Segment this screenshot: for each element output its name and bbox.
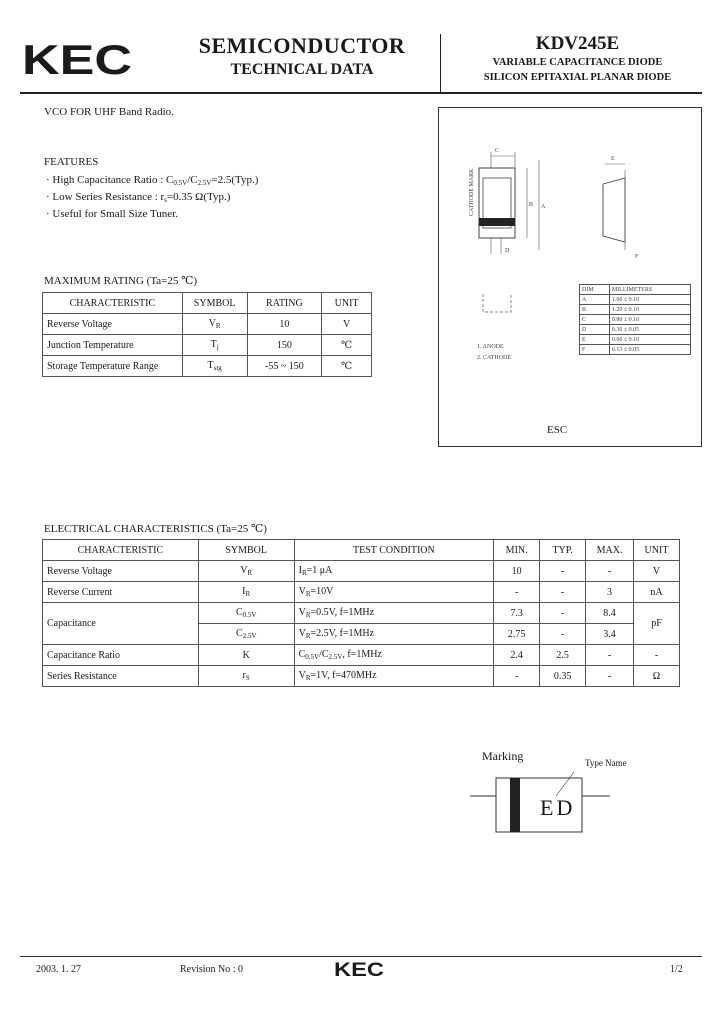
dim-header: MILLIMETERS bbox=[609, 285, 690, 295]
table-row bbox=[43, 666, 680, 687]
symbol-cell: $r_S$ bbox=[198, 666, 294, 687]
header-cell: TEST CONDITION bbox=[294, 540, 494, 561]
dim-label-b: B bbox=[529, 202, 534, 208]
kec-logo bbox=[22, 40, 134, 78]
unit-cell: nA bbox=[634, 582, 680, 603]
technical-data-title: TECHNICAL DATA bbox=[230, 61, 374, 78]
unit-cell: pF bbox=[634, 603, 680, 645]
symbol-cell: $C_{2.5V}$ bbox=[198, 624, 294, 645]
table-row bbox=[43, 582, 680, 603]
pin-label: 1. ANODE bbox=[477, 344, 504, 350]
table-cell: Storage Temperature Range bbox=[43, 356, 183, 377]
symbol-cell: $C_{0.5V}$ bbox=[198, 603, 294, 624]
header-cell: UNIT bbox=[322, 293, 372, 314]
application-text: VCO FOR UHF Band Radio. bbox=[44, 106, 174, 118]
dim-cell: 0.80 ± 0.10 bbox=[609, 315, 690, 325]
typ-cell: 2.5 bbox=[540, 645, 586, 666]
part-subtitle-1: VARIABLE CAPACITANCE DIODE bbox=[492, 57, 663, 68]
cathode-mark-label: CATHODE MARK bbox=[469, 168, 475, 216]
max-cell: 3.4 bbox=[586, 624, 634, 645]
dim-label-d: D bbox=[505, 248, 510, 254]
type-name-label: Type Name bbox=[585, 758, 627, 768]
dim-cell: E bbox=[580, 335, 610, 345]
max-cell: - bbox=[586, 561, 634, 582]
max-cell: 3 bbox=[586, 582, 634, 603]
dimension-table bbox=[579, 284, 691, 355]
svg-text:KEC: KEC bbox=[22, 40, 132, 78]
dim-cell: 0.13 ± 0.05 bbox=[609, 345, 690, 355]
features-title: FEATURES bbox=[44, 156, 99, 168]
table-cell: 150 bbox=[247, 335, 322, 356]
feature-item: · Low Series Resistance : $r_s=0.35$ Ω(Typ.) bbox=[46, 191, 231, 204]
min-cell: 7.3 bbox=[494, 603, 540, 624]
min-cell: - bbox=[494, 582, 540, 603]
feature-item: · High Capacitance Ratio : $C_{0.5V}/C_{2.5V}=2.5(Typ.)$ bbox=[46, 174, 259, 187]
min-cell: 10 bbox=[494, 561, 540, 582]
footer-page: 1/2 bbox=[670, 964, 683, 975]
max-cell: - bbox=[586, 645, 634, 666]
footer-date: 2003. 1. 27 bbox=[36, 964, 81, 975]
package-outline-box bbox=[438, 107, 702, 447]
footer-rule bbox=[20, 956, 702, 957]
dim-label-f: F bbox=[635, 254, 639, 260]
table-cell: V bbox=[322, 314, 372, 335]
table-cell: 10 bbox=[247, 314, 322, 335]
part-subtitle-2: SILICON EPITAXIAL PLANAR DIODE bbox=[483, 72, 672, 83]
table-cell: Junction Temperature bbox=[43, 335, 183, 356]
dim-cell: 1.60 ± 0.10 bbox=[609, 295, 690, 305]
header-cell: MIN. bbox=[494, 540, 540, 561]
dim-cell: C bbox=[580, 315, 610, 325]
characteristic-cell: Capacitance Ratio bbox=[43, 645, 199, 666]
dim-cell: 0.30 ± 0.05 bbox=[609, 325, 690, 335]
pin-label: 2. CATHODE bbox=[477, 355, 511, 361]
part-number: KDV245E bbox=[535, 33, 620, 54]
condition-cell: $V_R=0.5V$, f=1MHz bbox=[294, 603, 494, 624]
feature-item: · Useful for Small Size Tuner. bbox=[46, 208, 178, 220]
condition-cell: $V_R=10V$ bbox=[294, 582, 494, 603]
max-rating-title: MAXIMUM RATING (Ta=25 ℃) bbox=[44, 275, 198, 287]
symbol-cell: $I_R$ bbox=[198, 582, 294, 603]
header-cell: CHARACTERISTIC bbox=[43, 540, 199, 561]
dim-cell: 1.20 ± 0.10 bbox=[609, 305, 690, 315]
typ-cell: - bbox=[540, 603, 586, 624]
svg-text:KEC: KEC bbox=[334, 960, 385, 978]
header-cell: SYMBOL bbox=[198, 540, 294, 561]
table-row bbox=[43, 314, 372, 335]
dim-cell: F bbox=[580, 345, 610, 355]
table-row bbox=[43, 335, 372, 356]
condition-cell: $I_R=1$ μA bbox=[294, 561, 494, 582]
unit-cell: V bbox=[634, 561, 680, 582]
dim-cell: A bbox=[580, 295, 610, 305]
table-cell: ℃ bbox=[322, 335, 372, 356]
min-cell: 2.75 bbox=[494, 624, 540, 645]
electrical-table bbox=[42, 539, 680, 687]
max-cell: - bbox=[586, 666, 634, 687]
table-row bbox=[43, 356, 372, 377]
typ-cell: 0.35 bbox=[540, 666, 586, 687]
condition-cell: $V_R=2.5V$, f=1MHz bbox=[294, 624, 494, 645]
header-cell: TYP. bbox=[540, 540, 586, 561]
header-cell: MAX. bbox=[586, 540, 634, 561]
characteristic-cell: Series Resistance bbox=[43, 666, 199, 687]
table-cell: -55 ~ 150 bbox=[247, 356, 322, 377]
dim-label-a: A bbox=[541, 204, 546, 210]
header-divider bbox=[440, 34, 441, 92]
max-rating-table bbox=[42, 292, 372, 377]
table-header-row bbox=[43, 540, 680, 561]
table-row bbox=[43, 645, 680, 666]
footer-revision: Revision No : 0 bbox=[180, 964, 244, 975]
package-drawing bbox=[439, 108, 703, 408]
dim-cell: 0.60 ± 0.10 bbox=[609, 335, 690, 345]
header-cell: SYMBOL bbox=[182, 293, 247, 314]
dim-cell: B bbox=[580, 305, 610, 315]
max-cell: 8.4 bbox=[586, 603, 634, 624]
table-row bbox=[43, 603, 680, 624]
symbol-cell: K bbox=[198, 645, 294, 666]
semiconductor-title: SEMICONDUCTOR bbox=[198, 33, 406, 58]
symbol-cell: $V_R$ bbox=[198, 561, 294, 582]
characteristic-cell: Reverse Voltage bbox=[43, 561, 199, 582]
typ-cell: - bbox=[540, 624, 586, 645]
min-cell: 2.4 bbox=[494, 645, 540, 666]
condition-cell: $V_R=1V$, f=470MHz bbox=[294, 666, 494, 687]
header-cell: RATING bbox=[247, 293, 322, 314]
typ-cell: - bbox=[540, 561, 586, 582]
table-cell: ℃ bbox=[322, 356, 372, 377]
characteristic-cell: Capacitance bbox=[43, 603, 199, 645]
typ-cell: - bbox=[540, 582, 586, 603]
symbol-cell: $T_j$ bbox=[182, 335, 247, 356]
header-cell: CHARACTERISTIC bbox=[43, 293, 183, 314]
dim-label-e: E bbox=[611, 156, 615, 162]
electrical-title: ELECTRICAL CHARACTERISTICS (Ta=25 ℃) bbox=[44, 523, 267, 535]
unit-cell: - bbox=[634, 645, 680, 666]
symbol-cell: $V_R$ bbox=[182, 314, 247, 335]
dim-cell: D bbox=[580, 325, 610, 335]
min-cell: - bbox=[494, 666, 540, 687]
header-cell: UNIT bbox=[634, 540, 680, 561]
dim-label-c: C bbox=[495, 148, 500, 154]
dim-header: DIM bbox=[580, 285, 610, 295]
header-rule bbox=[20, 92, 702, 94]
symbol-cell: $T_{stg}$ bbox=[182, 356, 247, 377]
package-name: ESC bbox=[547, 424, 568, 436]
condition-cell: $C_{0.5V}/C_{2.5V}$, f=1MHz bbox=[294, 645, 494, 666]
marking-code: ED bbox=[540, 795, 576, 820]
marking-title: Marking bbox=[482, 749, 524, 763]
unit-cell: Ω bbox=[634, 666, 680, 687]
characteristic-cell: Reverse Current bbox=[43, 582, 199, 603]
table-row bbox=[43, 561, 680, 582]
table-cell: Reverse Voltage bbox=[43, 314, 183, 335]
footer-kec-logo bbox=[334, 960, 386, 978]
table-header-row bbox=[43, 293, 372, 314]
